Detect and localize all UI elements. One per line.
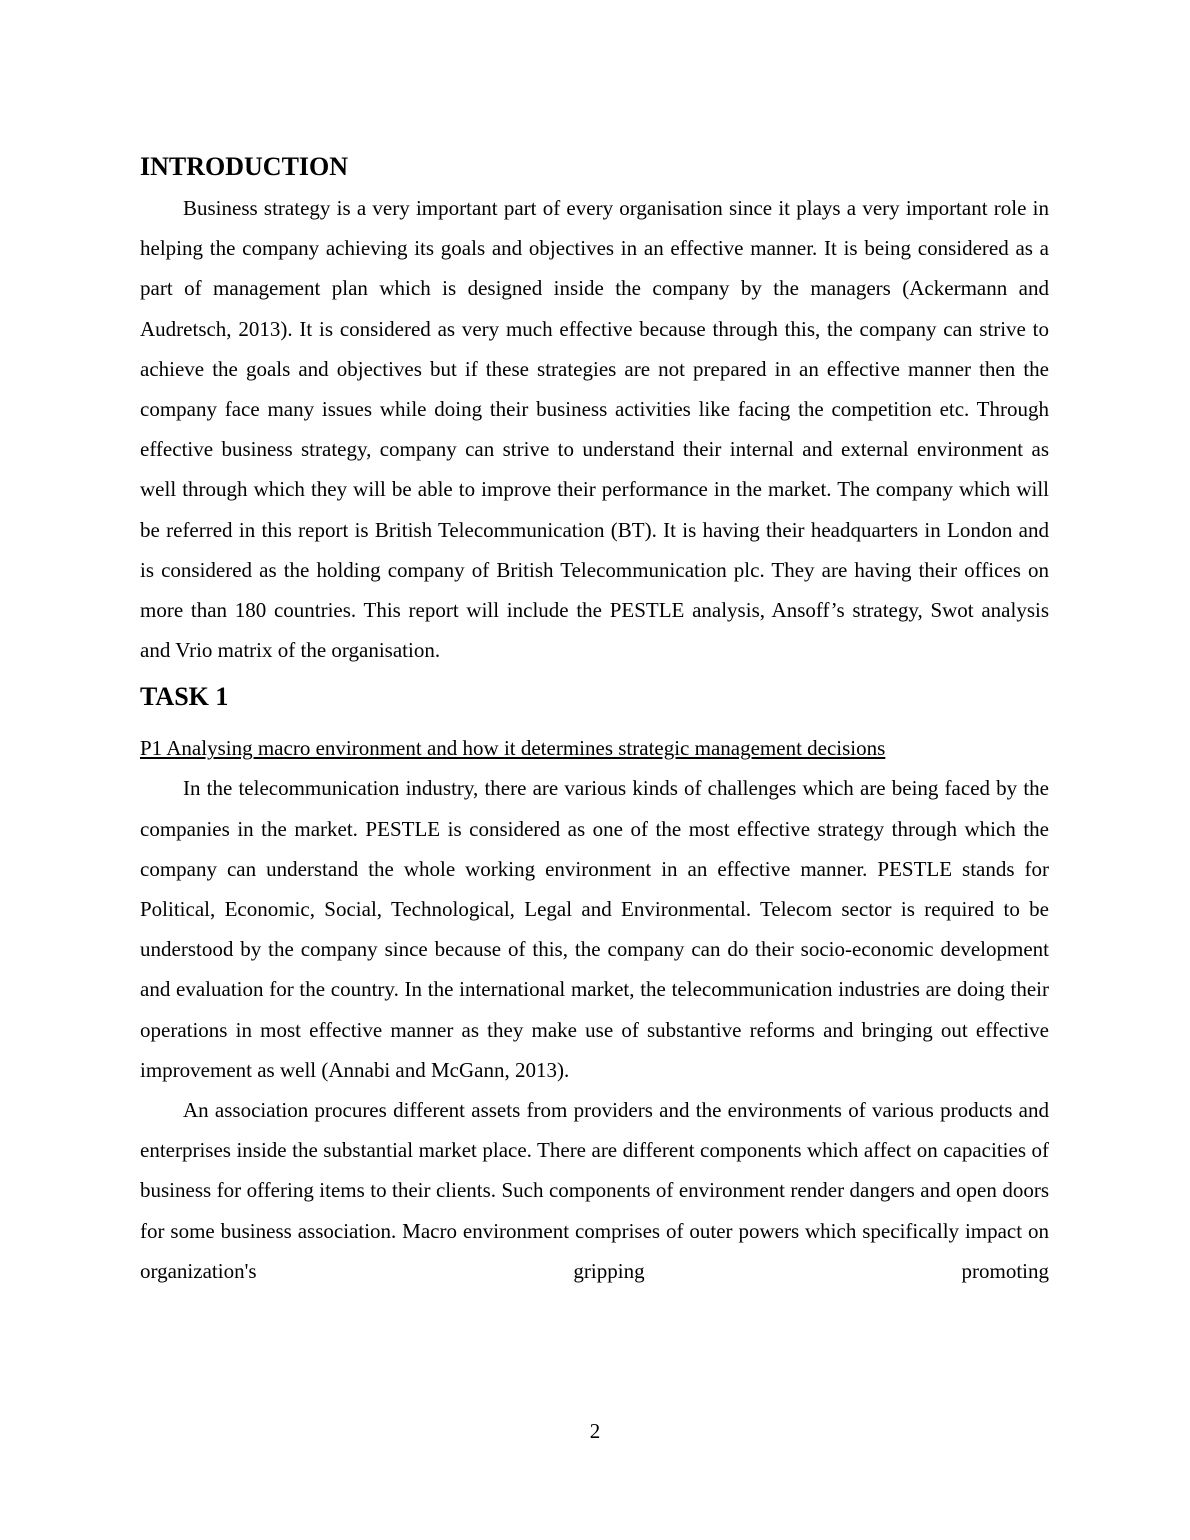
task-1-paragraph-1: In the telecommunication industry, there are various kinds of challenges which are being faced by the companies in the market. PESTLE is considered as one of the most effective strategy through which the company can understand the whole working environment in an effective manner. PESTLE stands for Political, Economic, Social, Technological, Legal and Environmental. Telecom sector is required to be understood by the company since because of this, the company can do their socio-economic development and evaluation for the country. In the international market, the telecommunication industries are doing their operations in most effective manner as they make use of substantive reforms and bringing out effective improvement as well (Annabi and McGann, 2013).	[140, 776, 1049, 1082]
introduction-heading: INTRODUCTION	[140, 152, 349, 181]
task-1-heading: TASK 1	[140, 682, 229, 712]
p1-subheading: P1 Analysing macro environment and how it determines strategic management decisions	[140, 736, 886, 761]
task-1-paragraph-2: An association procures different assets from providers and the environments of various products and enterprises inside the substantial market place. There are different components which affect on capacities of business for offering items to their clients. Such components of environment render dangers and open doors for some business association. Macro environment comprises of outer powers which specifically impact on organization's gripping promoting	[140, 1098, 1049, 1283]
document-page	[140, 150, 1049, 1291]
introduction-paragraph: Business strategy is a very important part of every organisation since it plays a very important role in helping the company achieving its goals and objectives in an effective manner. It is being considered as a part of management plan which is designed inside the company by the managers (Ackermann and Audretsch, 2013). It is considered as very much effective because through this, the company can strive to achieve the goals and objectives but if these strategies are not prepared in an effective manner then the company face many issues while doing their business activities like facing the competition etc. Through effective business strategy, company can strive to understand their internal and external environment as well through which they will be able to improve their performance in the market. The company which will be referred in this report is British Telecommunication (BT). It is having their headquarters in London and is considered as the holding company of British Telecommunication plc. They are having their offices on more than 180 countries. This report will include the PESTLE analysis, Ansoff’s strategy, Swot analysis and Vrio matrix of the organisation.	[140, 196, 1049, 663]
page-number: 2	[589, 1419, 601, 1443]
